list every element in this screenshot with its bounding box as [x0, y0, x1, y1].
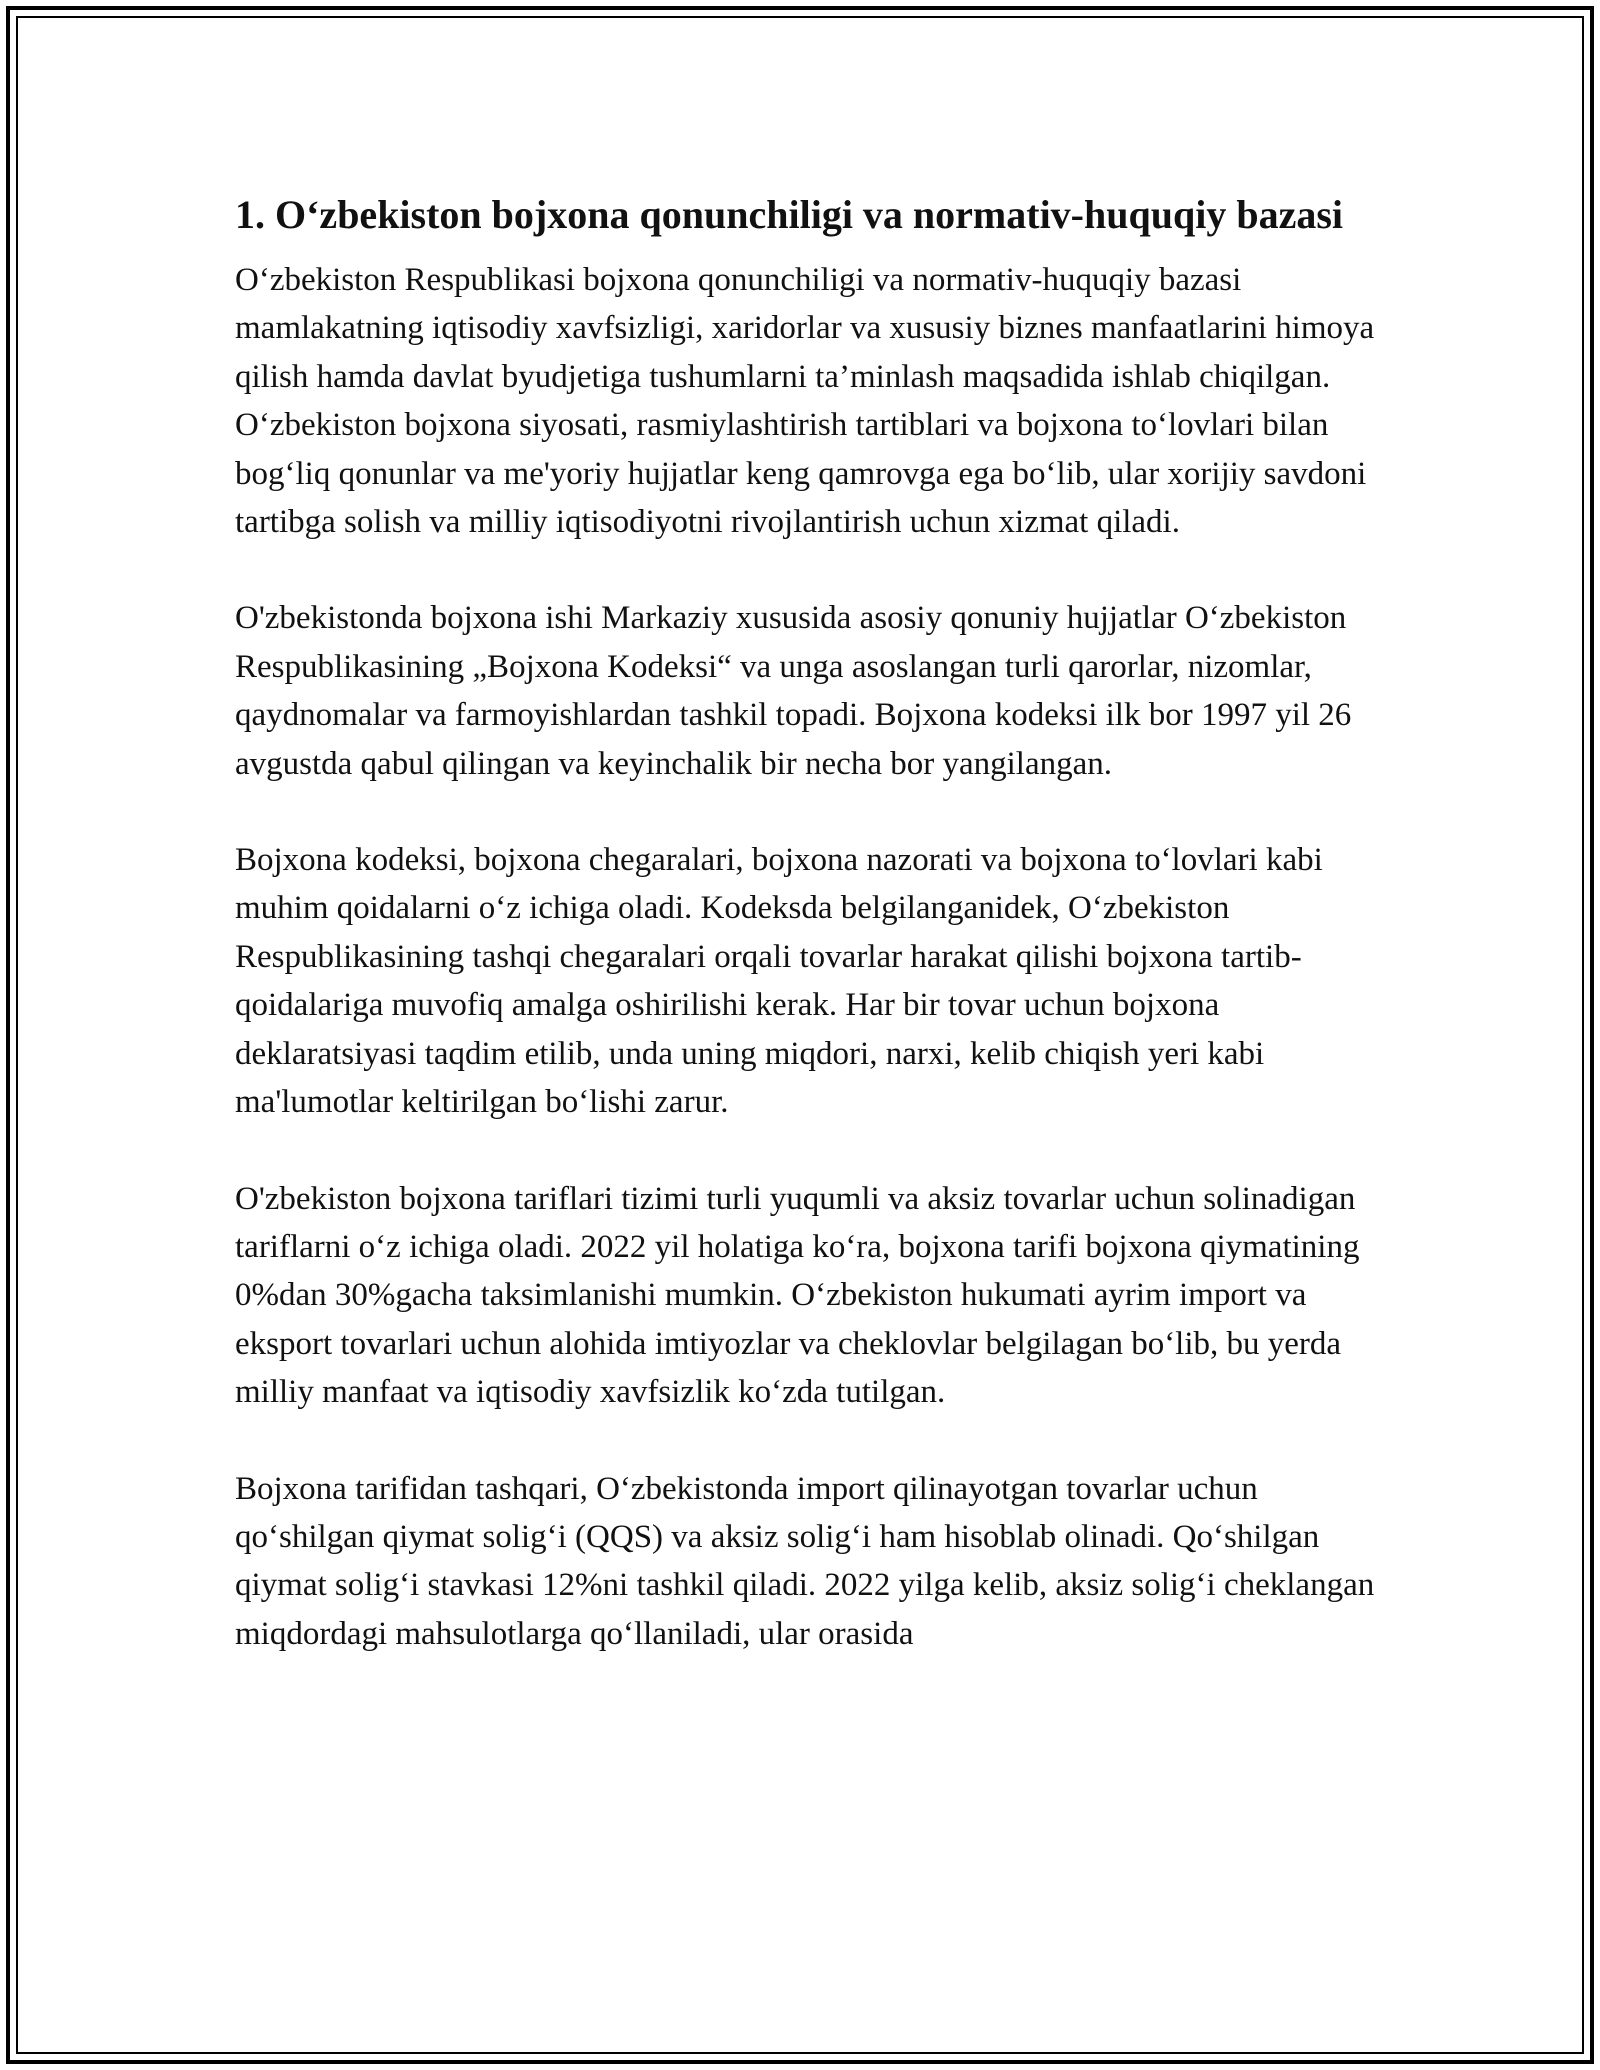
paragraph-5: Bojxona tarifidan tashqari, O‘zbekistonda import qilinayotgan tovarlar uchun qo‘shilgan qiymat solig‘i (QQS) va aksiz solig‘i ham hisoblab olinadi. Qo‘shilgan qiymat solig‘i stavkasi 12%ni tashkil qiladi. 2022 yilga kelib, aksiz solig‘i cheklangan miqdordagi mahsulotlarga qo‘llaniladi, ular orasida — [235, 1470, 1375, 1652]
section-heading: 1. O‘zbekiston bojxona qonunchiligi va normativ-huquqiy bazasi — [235, 192, 1344, 237]
document-body — [235, 188, 1395, 1658]
paragraph-2: O'zbekistonda bojxona ishi Markaziy xususida asosiy qonuniy hujjatlar O‘zbekiston Respublikasining „Bojxona Kodeksi“ va unga asoslangan turli qarorlar, nizomlar, qaydnomalar va farmoyishlardan tashkil topadi. Bojxona kodeksi ilk bor 1997 yil 26 avgustda qabul qilingan va keyinchalik bir necha bor yangilangan. — [235, 600, 1352, 782]
paragraph-3: Bojxona kodeksi, bojxona chegaralari, bojxona nazorati va bojxona to‘lovlari kabi muhim qoidalarni o‘z ichiga oladi. Kodeksda belgilanganidek, O‘zbekiston Respublikasining tashqi chegaralari orqali tovarlar harakat qilishi bojxona tartib-qoidalariga muvofiq amalga oshirilishi kerak. Har bir tovar uchun bojxona deklaratsiyasi taqdim etilib, unda uning miqdori, narxi, kelib chiqish yeri kabi ma'lumotlar keltirilgan bo‘lishi zarur. — [235, 842, 1323, 1121]
paragraph-4: O'zbekiston bojxona tariflari tizimi turli yuqumli va aksiz tovarlar uchun solinadigan tariflarni o‘z ichiga oladi. 2022 yil holatiga ko‘ra, bojxona tarifi bojxona qiymatining 0%dan 30%gacha taksimlanishi mumkin. O‘zbekiston hukumati ayrim import va eksport tovarlari uchun alohida imtiyozlar va cheklovlar belgilagan bo‘lib, bu yerda milliy manfaat va iqtisodiy xavfsizlik ko‘zda tutilgan. — [235, 1180, 1360, 1411]
paragraph-1: O‘zbekiston Respublikasi bojxona qonunchiligi va normativ-huquqiy bazasi mamlakatning iqtisodiy xavfsizligi, xaridorlar va xususiy biznes manfaatlarini himoya qilish hamda davlat byudjetiga tushumlarni ta’minlash maqsadida ishlab chiqilgan. O‘zbekiston bojxona siyosati, rasmiylashtirish tartiblari va bojxona to‘lovlari bilan bog‘liq qonunlar va me'yoriy hujjatlar keng qamrovga ega bo‘lib, ular xorijiy savdoni tartibga solish va milliy iqtisodiyotni rivojlantirish uchun xizmat qiladi. — [235, 262, 1375, 541]
